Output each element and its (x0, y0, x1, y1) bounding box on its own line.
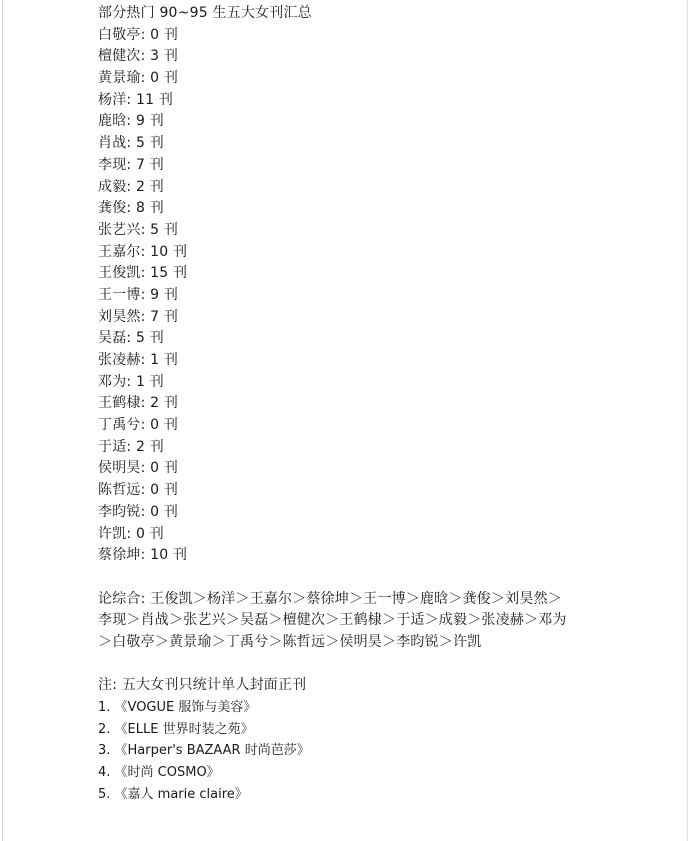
ranking-line-1: 论综合: 王俊凯＞杨洋＞王嘉尔＞蔡徐坤＞王一博＞鹿晗＞龚俊＞刘昊然＞ (98, 590, 562, 607)
list-item: 王俊凯: 15 刊 (98, 265, 188, 282)
blank-line (98, 567, 658, 589)
list-item: 杨洋: 11 刊 (98, 91, 174, 108)
note-item: 2. 《ELLE 世界时装之苑》 (98, 721, 254, 737)
list-item: 黄景瑜: 0 刊 (98, 70, 179, 87)
list-item: 李现: 7 刊 (98, 156, 164, 173)
list-item: 刘昊然: 7 刊 (98, 308, 179, 325)
list-item: 王一博: 9 刊 (98, 286, 179, 303)
note-item: 3. 《Harper's BAZAAR 时尚芭莎》 (98, 743, 310, 759)
note-item: 5. 《嘉人 marie claire》 (98, 786, 248, 802)
list-item: 李昀锐: 0 刊 (98, 503, 179, 520)
list-item: 于适: 2 刊 (98, 438, 164, 455)
list-item: 王鹤棣: 2 刊 (98, 395, 179, 412)
list-item: 陈哲远: 0 刊 (98, 482, 179, 499)
list-item: 鹿晗: 9 刊 (98, 113, 164, 130)
ranking-line-3: ＞白敬亭＞黄景瑜＞丁禹兮＞陈哲远＞侯明昊＞李昀锐＞许凯 (98, 633, 482, 650)
page-edge-right (687, 0, 688, 841)
list-item: 吴磊: 5 刊 (98, 330, 164, 347)
list-item: 龚俊: 8 刊 (98, 200, 164, 217)
list-item: 成毅: 2 刊 (98, 178, 164, 195)
list-item: 侯明昊: 0 刊 (98, 460, 179, 477)
note-section (98, 675, 658, 805)
document-body (98, 3, 658, 805)
list-item: 肖战: 5 刊 (98, 135, 164, 152)
page-edge-left (2, 0, 3, 841)
count-list (98, 25, 658, 567)
list-item: 许凯: 0 刊 (98, 525, 164, 542)
list-item: 檀健次: 3 刊 (98, 48, 179, 65)
list-item: 张凌赫: 1 刊 (98, 352, 179, 368)
note-item: 4. 《时尚 COSMO》 (98, 765, 220, 781)
document-title: 部分热门 90~95 生五大女刊汇总 (98, 5, 312, 21)
list-item: 邓为: 1 刊 (98, 373, 164, 390)
list-item: 王嘉尔: 10 刊 (98, 243, 188, 260)
list-item: 张艺兴: 5 刊 (98, 221, 179, 238)
list-item: 蔡徐坤: 10 刊 (98, 547, 188, 564)
note-item: 1. 《VOGUE 服饰与美容》 (98, 700, 257, 715)
ranking-summary (98, 589, 658, 654)
blank-line (98, 654, 658, 676)
note-heading: 注: 五大女刊只统计单人封面正刊 (98, 677, 307, 694)
ranking-line-2: 李现＞肖战＞张艺兴＞吴磊＞檀健次＞王鹤棣＞于适＞成毅＞张凌赫＞邓为 (98, 612, 567, 629)
list-item: 白敬亭: 0 刊 (98, 26, 179, 43)
list-item: 丁禹兮: 0 刊 (98, 417, 179, 434)
